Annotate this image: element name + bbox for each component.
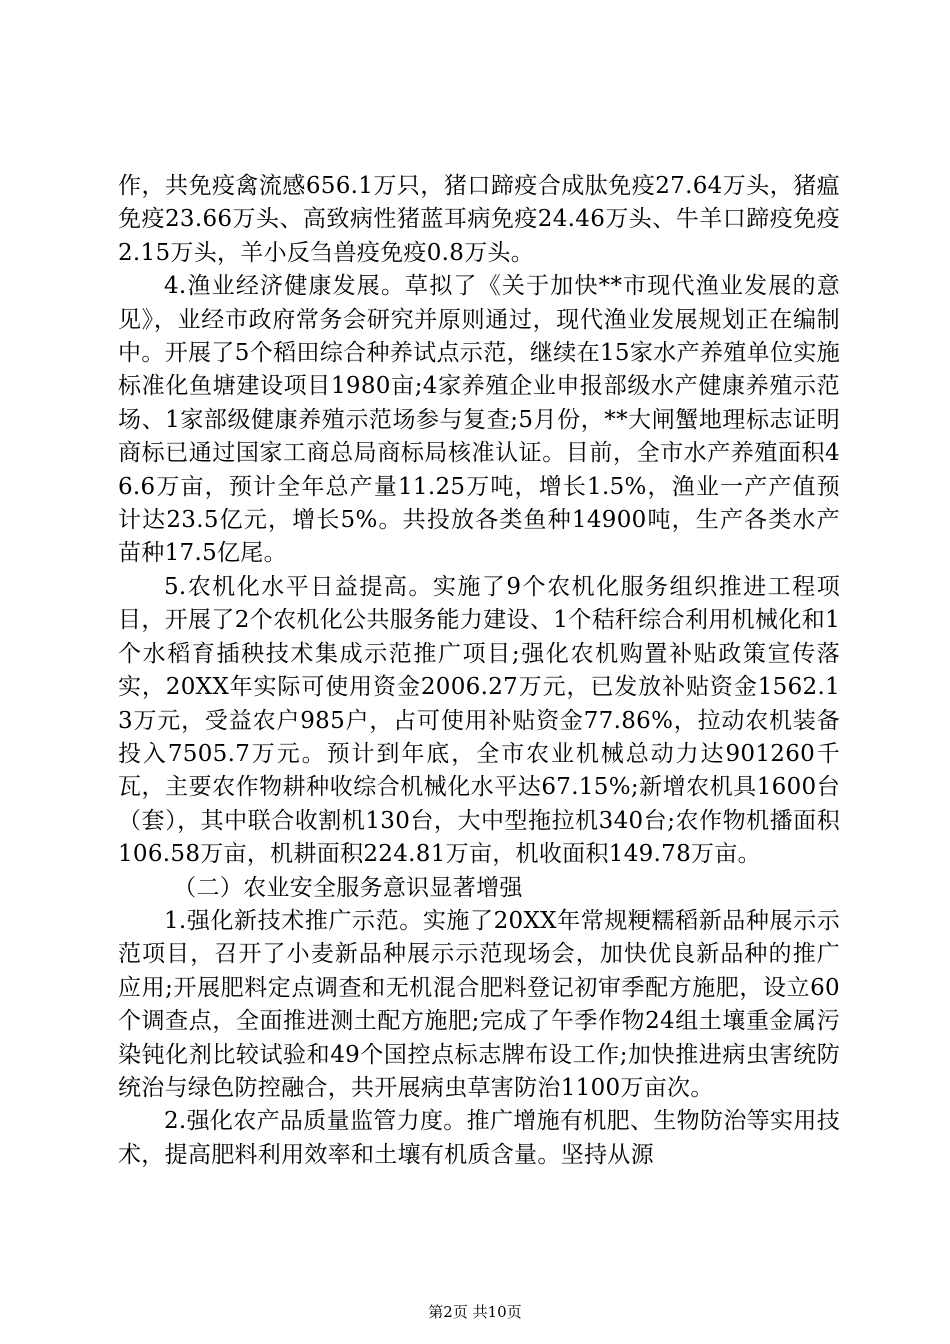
paragraph-quality-supervision: 2.强化农产品质量监管力度。推广增施有机肥、生物防治等实用技术，提高肥料利用效率和土壤有机质含量。坚持从源 xyxy=(118,1108,840,1168)
paragraph-continuation: 作，共免疫禽流感656.1万只，猪口蹄疫合成肽免疫27.64万头，猪瘟免疫23.66万头、高致病性猪蓝耳病免疫24.46万头、牛羊口蹄疫免疫2.15万头，羊小反刍兽疫免疫0.8万头。 xyxy=(118,173,840,266)
paragraph-agri-machinery: 5.农机化水平日益提高。实施了9个农机化服务组织推进工程项目，开展了2个农机化公共服务能力建设、1个秸秆综合利用机械化和1个水稻育插秧技术集成示范推广项目;强化农机购置补贴政策宣传落实，20XX年实际可使用资金2006.27万元，已发放补贴资金1562.13万元，受益农户985户，占可使用补贴资金77.86%，拉动农机装备投入7505.7万元。预计到年底，全市农业机械总动力达901260千瓦，主要农作物耕种收综合机械化水平达67.15%;新增农机具1600台（套），其中联合收割机130台，大中型拖拉机340台;农作物机播面积106.58万亩，机耕面积224.81万亩，机收面积149.78万亩。 xyxy=(118,573,840,868)
page-number-footer: 第2页 共10页 xyxy=(428,1303,522,1321)
paragraph-fishery: 4.渔业经济健康发展。草拟了《关于加快**市现代渔业发展的意见》，业经市政府常务会研究并原则通过，现代渔业发展规划正在编制中。开展了5个稻田综合种养试点示范，继续在15家水产养殖单位实施标准化鱼塘建设项目1980亩;4家养殖企业申报部级水产健康养殖示范场、1家部级健康养殖示范场参与复查;5月份，**大闸蟹地理标志证明商标已通过国家工商总局商标局核准认证。目前，全市水产养殖面积46.6万亩，预计全年总产量11.25万吨，增长1.5%，渔业一产产值预计达23.5亿元，增长5%。共投放各类鱼种14900吨，生产各类水产苗种17.5亿尾。 xyxy=(118,273,840,567)
section-heading: （二）农业安全服务意识显著增强 xyxy=(173,874,523,901)
document-body xyxy=(118,170,840,1172)
paragraph-tech-promotion: 1.强化新技术推广示范。实施了20XX年常规粳糯稻新品种展示示范项目，召开了小麦新品种展示示范现场会，加快优良新品种的推广应用;开展肥料定点调查和无机混合肥料登记初审季配方施肥，设立60个调查点，全面推进测土配方施肥;完成了午季作物24组土壤重金属污染钝化剂比较试验和49个国控点标志牌布设工作;加快推进病虫害统防统治与绿色防控融合，共开展病虫草害防治1100万亩次。 xyxy=(118,907,840,1101)
